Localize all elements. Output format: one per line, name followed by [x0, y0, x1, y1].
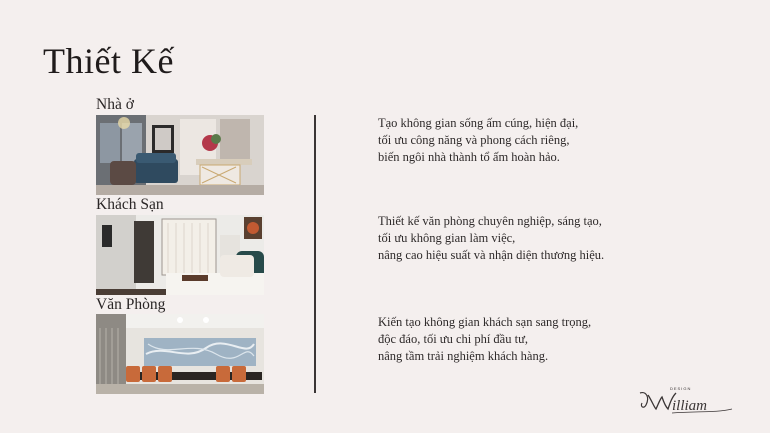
description-line: Tạo không gian sống ấm cúng, hiện đại, [378, 116, 579, 130]
section-description-3 [378, 314, 591, 365]
description-line: nâng tầm trải nghiệm khách hàng. [378, 349, 549, 363]
section-label-home: Nhà ở [96, 96, 134, 113]
description-line: Kiến tạo không gian khách sạn sang trọng, [378, 315, 592, 329]
william-design-logo [636, 383, 736, 417]
hotel-room-photo [96, 215, 264, 295]
svg-text:illiam: illiam [672, 398, 708, 414]
description-line: biến ngôi nhà thành tổ ấm hoàn hảo. [378, 150, 560, 164]
description-line: độc đáo, tối ưu chi phí đầu tư, [378, 332, 528, 346]
page-title: Thiết Kế [43, 41, 174, 81]
office-meeting-room-photo [96, 314, 264, 394]
home-interior-photo [96, 115, 264, 195]
section-label-hotel: Khách Sạn [96, 196, 164, 213]
description-line: tối ưu công năng và phong cách riêng, [378, 133, 570, 147]
vertical-divider [314, 115, 316, 393]
section-description-1 [378, 115, 578, 166]
section-label-office: Văn Phòng [96, 296, 166, 313]
description-line: nâng cao hiệu suất và nhận diện thương hiệu. [378, 248, 605, 262]
description-line: tối ưu không gian làm việc, [378, 231, 516, 245]
svg-text:DESIGN: DESIGN [670, 386, 692, 391]
section-description-2 [378, 213, 604, 264]
description-line: Thiết kế văn phòng chuyên nghiệp, sáng tạo, [378, 214, 602, 228]
